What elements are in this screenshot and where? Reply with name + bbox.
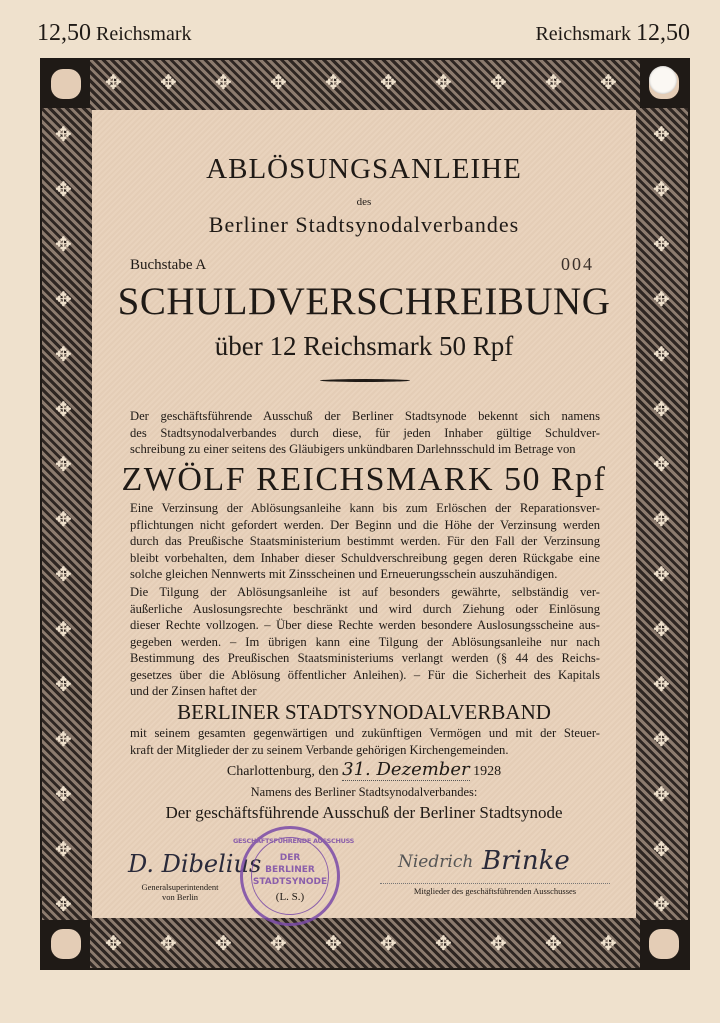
on-behalf: Namens des Berliner Stadtsynodalverbandes:	[250, 785, 478, 799]
border-motif-icon: ✥	[653, 234, 670, 256]
border-motif-icon: ✥	[55, 124, 72, 146]
border-motif-icon: ✥	[653, 509, 670, 531]
title-line: Generalsuperintendent	[141, 882, 219, 892]
border-motif-icon: ✥	[325, 933, 342, 955]
border-motif-icon: ✥	[55, 729, 72, 751]
left-title	[125, 882, 235, 902]
corner-ornament	[640, 920, 688, 968]
border-motif-icon: ✥	[653, 784, 670, 806]
place-date	[92, 759, 636, 783]
text-line: dieser Rechte vollzogen. – Über diese Rechte werden besondere Auslosungsscheine aus-	[130, 618, 600, 632]
official-stamp	[233, 826, 355, 926]
divider	[320, 379, 410, 382]
denomination-top-left	[37, 20, 192, 47]
seal-label: (L. S.)	[275, 891, 305, 903]
border-motif-icon: ✥	[55, 344, 72, 366]
text-line: Eine Verzinsung der Ablösungsanleihe kann bis zum Erlöschen der Reparationsver-	[130, 501, 600, 515]
border-motif-icon: ✥	[653, 619, 670, 641]
document-type: SCHULDVERSCHREIBUNG	[117, 280, 611, 323]
border-motif-icon: ✥	[380, 933, 397, 955]
border-motif-icon: ✥	[653, 729, 670, 751]
stamp-text: DER	[279, 853, 301, 863]
date-handwritten: 31. Dezember	[342, 759, 470, 780]
border-motif-icon: ✥	[105, 933, 122, 955]
place: Charlottenburg, den	[226, 764, 339, 779]
right-title: Mitglieder des geschäftsführenden Ausschusses	[380, 883, 610, 896]
amount: 12,50	[37, 20, 91, 46]
title: ABLÖSUNGSANLEIHE	[206, 153, 522, 185]
border-motif-icon: ✥	[215, 72, 232, 94]
border-motif-icon: ✥	[55, 399, 72, 421]
stamp-text: BERLINER	[265, 865, 315, 875]
des-label: des	[356, 196, 372, 208]
text-line: solche gleichen Nennwerts mit Zinsscheinen und Erneuerungsschein auszuhändigen.	[130, 567, 558, 581]
stamp-text: GESCHÄFTSFÜHRENDE AUSSCHUSS	[233, 837, 355, 845]
border-motif-icon: ✥	[490, 933, 507, 955]
border-motif-icon: ✥	[435, 72, 452, 94]
border-motif-icon: ✥	[545, 72, 562, 94]
border-motif-icon: ✥	[55, 234, 72, 256]
denomination-top-right	[535, 20, 690, 47]
text-line: mit seinem gesamten gegenwärtigen und zukünftigen Vermögen und mit der Steuer-	[130, 726, 600, 740]
border-motif-icon: ✥	[380, 72, 397, 94]
border-motif-icon: ✥	[653, 564, 670, 586]
border-motif-icon: ✥	[545, 933, 562, 955]
border-motif-icon: ✥	[55, 894, 72, 916]
corner-ornament	[42, 60, 90, 108]
text-line: schreibung zu einer seitens des Gläubigers unkündbaren Darlehnsschuld im Betrage von	[130, 442, 576, 456]
serial-number: 004	[561, 254, 594, 274]
border-motif-icon: ✥	[600, 933, 617, 955]
border-motif-icon: ✥	[215, 933, 232, 955]
border-motif-icon: ✥	[653, 674, 670, 696]
signature-right-1: Niedrich	[398, 852, 474, 872]
text-line: kraft der Mitglieder der zu seinem Verbande gehörigen Kirchengemeinden.	[130, 742, 509, 757]
committee: Der geschäftsführende Ausschuß der Berliner Stadtsynode	[165, 803, 563, 822]
border-motif-icon: ✥	[653, 454, 670, 476]
border-motif-icon: ✥	[653, 399, 670, 421]
punch-hole	[649, 66, 677, 94]
border-motif-icon: ✥	[435, 933, 452, 955]
border-motif-icon: ✥	[653, 344, 670, 366]
border-motif-icon: ✥	[55, 619, 72, 641]
border-motif-icon: ✥	[55, 289, 72, 311]
stamp-text: STADTSYNODE	[252, 877, 328, 887]
text-line: gesetzes über die Ablösung öffentlicher Anleihen). – Für die Sicherheit des Kapitals	[130, 667, 600, 682]
text-line: gegeben werden. – Im übrigen kann eine Tilgung der Ablösungsanleihe nur nach	[130, 634, 600, 649]
corner-ornament	[42, 920, 90, 968]
guarantor: BERLINER STADTSYNODALVERBAND	[177, 700, 551, 724]
border-motif-icon: ✥	[653, 179, 670, 201]
signature-left: D. Dibelius	[128, 850, 262, 878]
text-line: und der Zinsen haftet der	[130, 684, 257, 698]
border-motif-icon: ✥	[653, 839, 670, 861]
border-motif-icon: ✥	[653, 894, 670, 916]
face-value: über 12 Reichsmark 50 Rpf	[214, 331, 514, 361]
border-motif-icon: ✥	[55, 564, 72, 586]
border-motif-icon: ✥	[653, 289, 670, 311]
currency: Reichsmark	[96, 23, 192, 45]
border-motif-icon: ✥	[270, 72, 287, 94]
signature-right-2: Brinke	[482, 846, 570, 876]
year: 1928	[473, 764, 502, 779]
title-line: von Berlin	[161, 892, 199, 902]
border-motif-icon: ✥	[600, 72, 617, 94]
border-motif-icon: ✥	[325, 72, 342, 94]
border-motif-icon: ✥	[55, 179, 72, 201]
issuer: Berliner Stadtsynodalverbandes	[208, 212, 520, 237]
amount: 12,50	[636, 20, 690, 46]
border-motif-icon: ✥	[160, 72, 177, 94]
series-label: Buchstabe A	[130, 257, 207, 273]
text-line: des Stadtsynodalverbandes durch diese, für jeden Inhaber gültige Schuldver-	[130, 425, 600, 440]
border-motif-icon: ✥	[55, 839, 72, 861]
text-line: Die Tilgung der Ablösungsanleihe ist auf besonders gewährte, selbständig ver-	[130, 585, 600, 599]
border-motif-icon: ✥	[55, 784, 72, 806]
text-line: bleibt vorbehalten, dem Inhaber dieser Schuldverschreibung gegen deren Rückgabe eine	[130, 550, 600, 565]
border-motif-icon: ✥	[105, 72, 122, 94]
text-line: äußerliche Auslosungsrechte beschränkt und wird durch Ziehung oder Einlösung	[130, 601, 600, 616]
border-motif-icon: ✥	[55, 509, 72, 531]
text-line: Der geschäftsführende Ausschuß der Berliner Stadtsynode bekennt sich namens	[130, 409, 600, 423]
text-line: pflichtungen nicht gefordert werden. Der Beginn und die Höhe der Verzinsung werden	[130, 517, 600, 532]
currency: Reichsmark	[535, 23, 631, 45]
border-motif-icon: ✥	[55, 454, 72, 476]
text-line: durch das Preußische Staatsministerium bestimmt werden. Für den Fall der Verzinsung	[130, 534, 600, 548]
border-motif-icon: ✥	[55, 674, 72, 696]
text-line: Bestimmung des Preußischen Staatsministeriums verlangt werden (§ 44 des Reichs-	[130, 651, 600, 665]
amount-in-words: ZWÖLF REICHSMARK 50 Rpf	[121, 461, 607, 498]
border-motif-icon: ✥	[490, 72, 507, 94]
border-motif-icon: ✥	[653, 124, 670, 146]
border-motif-icon: ✥	[160, 933, 177, 955]
border-motif-icon: ✥	[270, 933, 287, 955]
